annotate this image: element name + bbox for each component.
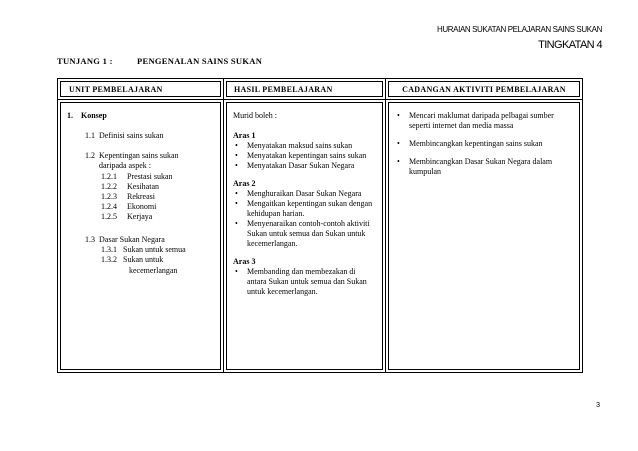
unit-subitem <box>101 172 173 182</box>
unit-subitem-number: 1.2.4 <box>101 202 117 211</box>
unit-item <box>85 131 163 141</box>
header-cell-hasil <box>224 79 386 100</box>
page-number: 3 <box>596 402 600 409</box>
unit-content <box>60 102 221 370</box>
cadangan-bullet: • Membincangkan Dasar Sukan Negara dalam kumpulan <box>395 157 569 177</box>
hasil-lead: Murid boleh : <box>233 111 277 120</box>
unit-item-text: Dasar Sukan Negara <box>99 235 165 244</box>
unit-subitem-text: Sukan untuk <box>123 255 164 264</box>
unit-subitem-text: Sukan untuk semua <box>123 245 186 254</box>
unit-subitem-number: 1.3.1 <box>101 245 117 254</box>
unit-title <box>67 111 107 121</box>
unit-subitem-text: Rekreasi <box>127 192 155 201</box>
aras2-heading: Aras 2 <box>233 179 256 188</box>
unit-title-text: Konsep <box>81 111 107 120</box>
hasil-bullet: • Menyatakan maksud sains sukan <box>233 141 376 151</box>
unit-subitem-continuation: kecemerlangan <box>129 266 178 275</box>
tunjang-title: PENGENALAN SAINS SUKAN <box>137 56 263 66</box>
unit-subitem <box>101 202 156 212</box>
unit-subitem-number: 1.3.2 <box>101 255 117 264</box>
unit-subitem-number: 1.2.3 <box>101 192 117 201</box>
cadangan-bullet: • Mencari maklumat daripada pelbagai sumber seperti internet dan media massa <box>395 111 569 131</box>
unit-subitem <box>101 182 159 192</box>
column-header-hasil: HASIL PEMBELAJARAN <box>226 81 383 97</box>
hasil-bullet: • Menghuraikan Dasar Sukan Negara <box>233 189 376 199</box>
hasil-content <box>226 102 383 370</box>
header-cell-cadangan <box>386 79 583 100</box>
unit-item-number: 1.1 <box>85 131 95 140</box>
unit-subitem-text: Ekonomi <box>127 202 157 211</box>
unit-item-continuation: daripada aspek : <box>99 161 151 170</box>
tunjang-heading <box>57 56 262 66</box>
unit-item-number: 1.2 <box>85 151 95 160</box>
unit-subitem-text: Prestasi sukan <box>127 172 173 181</box>
hasil-bullet: • Membanding dan membezakan di antara Sukan untuk semua dan Sukan untuk kecemerlangan. <box>233 267 376 297</box>
unit-subitem <box>101 255 163 265</box>
unit-item-number: 1.3 <box>85 235 95 244</box>
unit-cell <box>58 100 224 373</box>
unit-subitem-number: 1.2.2 <box>101 182 117 191</box>
aras1-heading: Aras 1 <box>233 131 256 140</box>
unit-item-text: Definisi sains sukan <box>99 131 164 140</box>
document-running-title: HURAIAN SUKATAN PELAJARAN SAINS SUKAN <box>437 25 602 34</box>
cadangan-cell <box>386 100 583 373</box>
table-header-row <box>58 79 583 100</box>
tunjang-code: TUNJANG 1 : <box>57 56 113 66</box>
hasil-bullet: • Menyatakan kepentingan sains sukan <box>233 151 376 161</box>
unit-subitem <box>101 192 155 202</box>
unit-subitem <box>101 212 152 222</box>
syllabus-table <box>57 78 583 373</box>
table-body-row <box>58 100 583 373</box>
aras3-heading: Aras 3 <box>233 257 256 266</box>
form-level-heading: TINGKATAN 4 <box>538 39 602 51</box>
cadangan-bullet: • Membincangkan kepentingan sains sukan <box>395 139 569 149</box>
header-cell-unit <box>58 79 224 100</box>
unit-item <box>85 151 179 161</box>
unit-subitem-number: 1.2.1 <box>101 172 117 181</box>
cadangan-content <box>388 102 580 370</box>
unit-subitem-number: 1.2.5 <box>101 212 117 221</box>
hasil-bullet: • Menyenaraikan contoh-contoh aktiviti Sukan untuk semua dan Sukan untuk kecemerlangan. <box>233 219 376 249</box>
hasil-bullet: • Menyatakan Dasar Sukan Negara <box>233 161 376 171</box>
unit-subitem <box>101 245 186 255</box>
hasil-cell <box>224 100 386 373</box>
unit-subitem-text: Kesihatan <box>127 182 159 191</box>
hasil-bullet: • Mengaitkan kepentingan sukan dengan kehidupan harian. <box>233 199 376 219</box>
column-header-cadangan: CADANGAN AKTIVITI PEMBELAJARAN <box>388 81 580 97</box>
unit-title-number: 1. <box>67 111 73 120</box>
unit-subitem-text: Kerjaya <box>127 212 153 221</box>
column-header-unit: UNIT PEMBELAJARAN <box>60 81 221 97</box>
unit-item <box>85 235 165 245</box>
unit-item-text: Kepentingan sains sukan <box>99 151 179 160</box>
